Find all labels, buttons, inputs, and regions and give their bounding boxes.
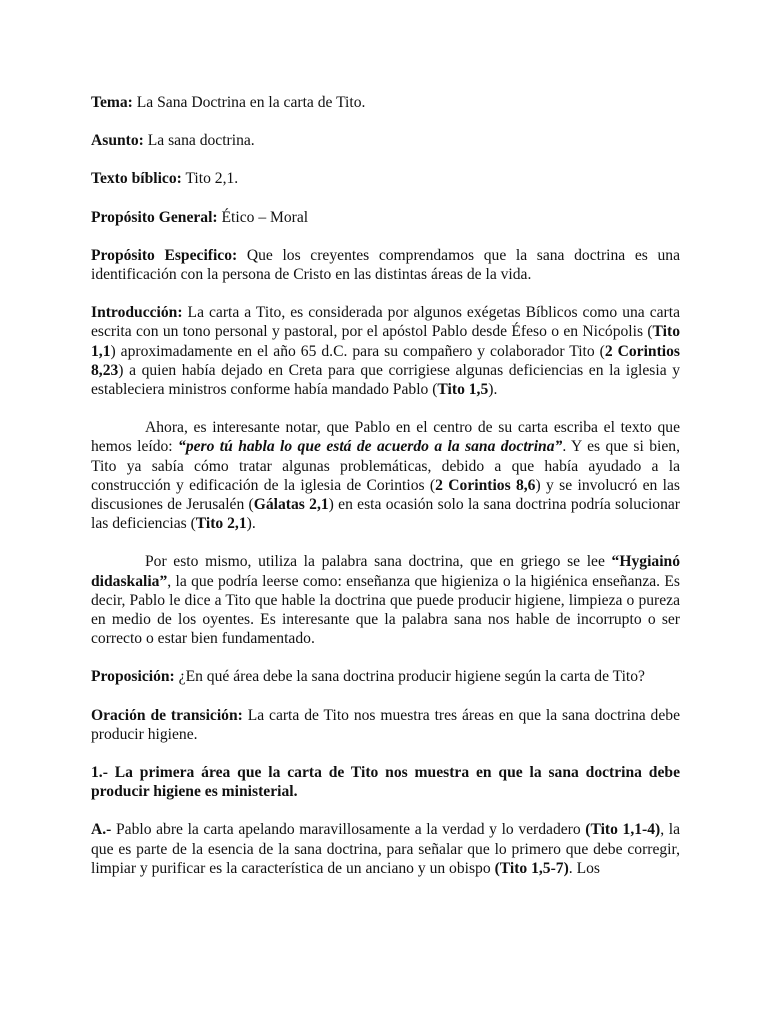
oracion-transicion-paragraph [91, 706, 680, 744]
paragraph-2-ref-1: 2 Corintios 8,6 [435, 476, 536, 494]
introduccion-ref-2: 2 Corintios 8,23 [91, 342, 680, 379]
paragraph-2 [91, 418, 680, 533]
texto-biblico-line [91, 169, 680, 188]
introduccion-text-3: ) a quien había dejado en Creta para que corrigiese algunas deficiencias en la iglesia y estableciera ministros conforme había mandado Pablo ( [91, 361, 680, 399]
point-a-ref-2: (Tito 1,5-7) [494, 859, 569, 877]
texto-biblico-value: Tito 2,1. [181, 170, 239, 188]
introduccion-ref-1: Tito 1,1 [91, 323, 680, 360]
texto-biblico-label: Texto bíblico: [91, 170, 182, 188]
proposito-especifico-label: Propósito Especifico: [91, 246, 238, 264]
asunto-line [91, 131, 680, 150]
proposicion-label: Proposición: [91, 668, 175, 686]
introduccion-text-4: ). [488, 381, 498, 399]
paragraph-2-quote: “pero tú habla lo que está de acuerdo a la sana doctrina” [178, 438, 563, 456]
paragraph-3-greek-term: “Hygiainó didaskalia” [91, 553, 680, 590]
proposicion-paragraph [91, 667, 680, 686]
asunto-label: Asunto: [91, 132, 144, 150]
point-a-paragraph [91, 820, 680, 878]
point-a-text-1: Pablo abre la carta apelando maravillosamente a la verdad y lo verdadero [111, 821, 586, 839]
paragraph-2-text-4: ) en esta ocasión solo la sana doctrina podría solucionar las deficiencias ( [91, 496, 680, 533]
oracion-transicion-label: Oración de transición: [91, 706, 243, 724]
paragraph-2-ref-2: Gálatas 2,1 [253, 496, 329, 514]
point-a-label: A.- [91, 821, 112, 839]
introduccion-text-1: La carta a Tito, es considerada por algunos exégetas Bíblicos como una carta escrita con un tono personal y pastoral, por el apóstol Pablo desde Éfeso o en Nicópolis ( [91, 304, 680, 341]
proposito-general-line [91, 208, 680, 227]
paragraph-2-text-2: . Y es que si bien, Tito ya sabía cómo tratar algunas problemáticas, debido a que había ayudado a la construcción y edificación de la iglesia de Corintios ( [91, 438, 680, 494]
point-a-ref-1: (Tito 1,1-4) [585, 821, 661, 839]
tema-value: La Sana Doctrina en la carta de Tito. [132, 94, 366, 111]
section-1-heading: 1.- La primera área que la carta de Tito nos muestra en que la sana doctrina debe producir higiene es ministerial. [91, 764, 680, 801]
point-a-text-3: . Los [568, 859, 600, 877]
tema-label: Tema: [91, 94, 133, 111]
paragraph-2-text-3: ) y se involucró en las discusiones de Jerusalén ( [91, 476, 680, 514]
introduccion-ref-3: Tito 1,5 [437, 381, 489, 399]
paragraph-3-text-2: , la que podría leerse como: enseñanza que higieniza o la higiénica enseñanza. Es decir, Pablo le dice a Tito que hable la doctrina que puede producir higiene, limpieza o pureza en medio de los oyentes. Es interesante que la palabra sana nos hable de incorrupto o ser correcto o estar bien fundamentado. [91, 572, 680, 648]
proposito-general-value: Ético – Moral [217, 208, 309, 226]
paragraph-3 [91, 552, 680, 648]
paragraph-2-ref-3: Tito 2,1 [195, 515, 247, 533]
introduccion-paragraph [91, 303, 680, 399]
proposito-especifico-value: Que los creyentes comprendamos que la sana doctrina es una identificación con la persona de Cristo en las distintas áreas de la vida. [91, 246, 680, 284]
proposito-general-label: Propósito General: [91, 208, 218, 226]
introduccion-text-2: ) aproximadamente en el año 65 d.C. para su compañero y colaborador Tito ( [110, 342, 605, 360]
paragraph-3-text-1: Por esto mismo, utiliza la palabra sana doctrina, que en griego se lee [145, 553, 612, 571]
introduccion-label: Introducción: [91, 304, 183, 322]
paragraph-2-text-5: ). [246, 515, 256, 533]
proposicion-value: ¿En qué área debe la sana doctrina producir higiene según la carta de Tito? [174, 668, 645, 686]
proposito-especifico-paragraph [91, 246, 680, 284]
paragraph-2-text-1: Ahora, es interesante notar, que Pablo en el centro de su carta escriba el texto que hemos leído: [91, 419, 680, 456]
oracion-transicion-value: La carta de Tito nos muestra tres áreas en que la sana doctrina debe producir higiene. [91, 706, 680, 743]
tema-line [91, 93, 680, 112]
point-a-text-2: , la que es parte de la esencia de la sana doctrina, para señalar que lo primero que debe corregir, limpiar y purificar es la característica de un anciano y un obispo [91, 821, 680, 877]
asunto-value: La sana doctrina. [143, 132, 255, 150]
